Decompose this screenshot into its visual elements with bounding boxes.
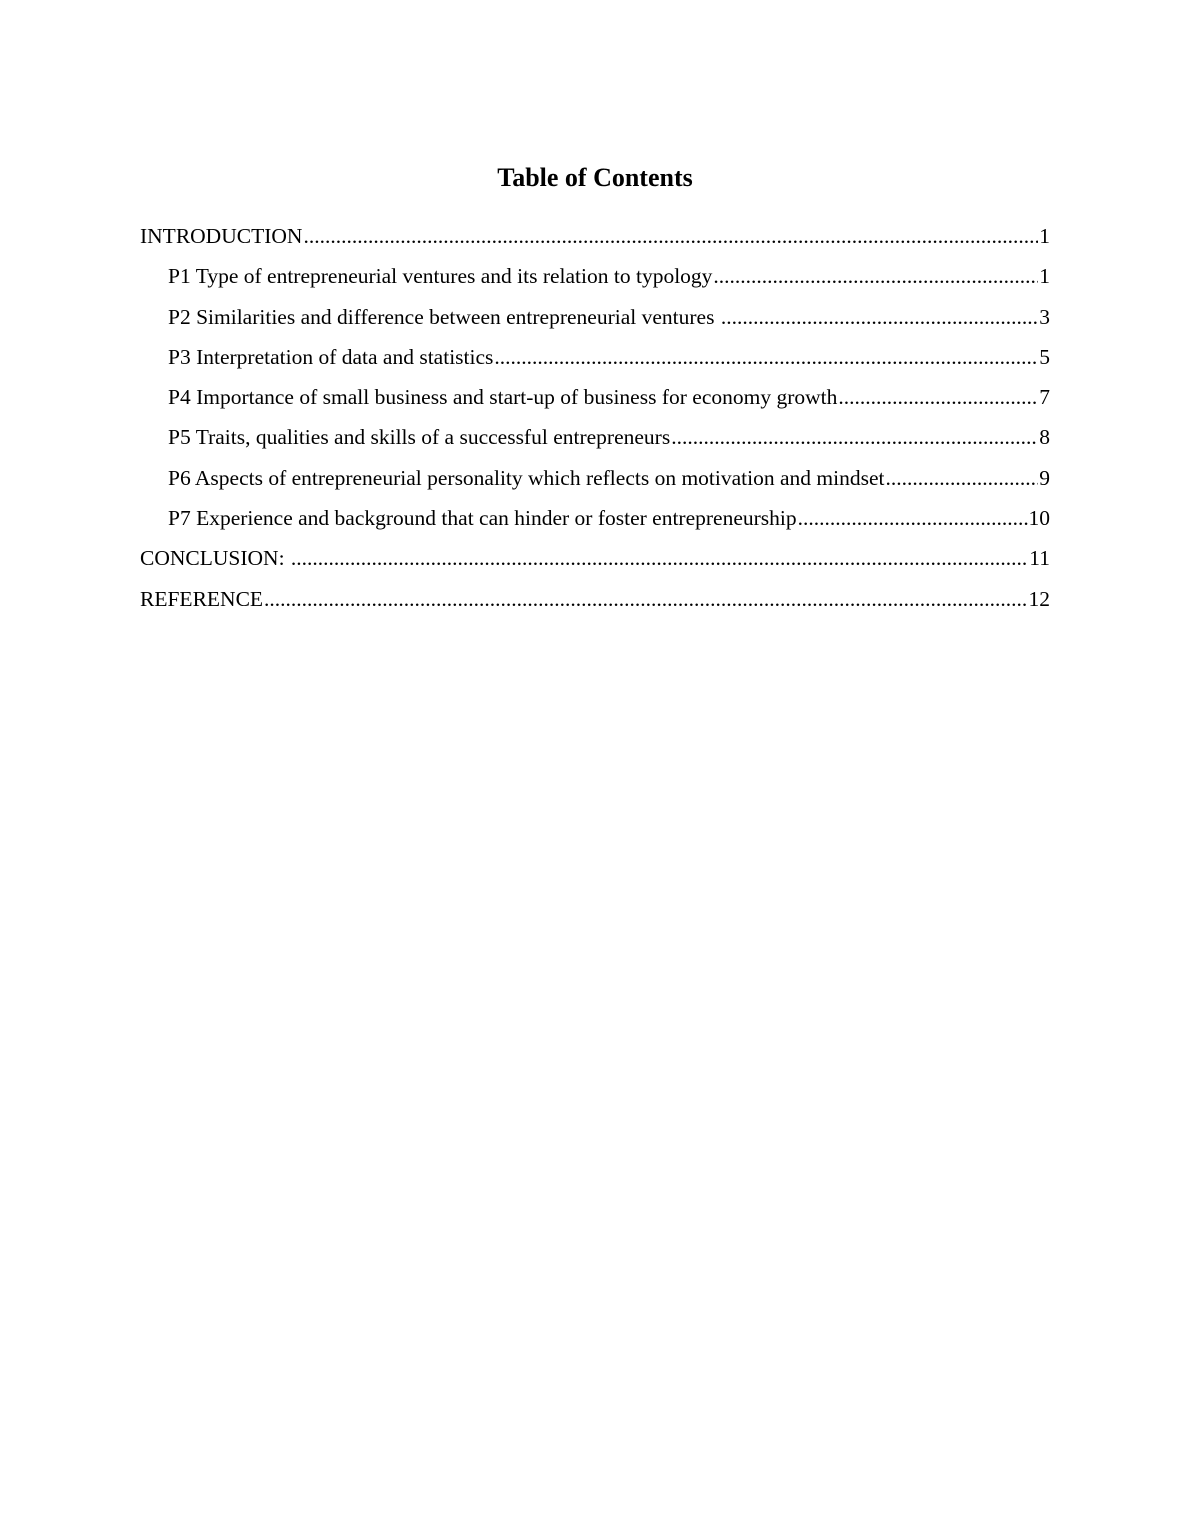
- toc-dot-leader: [291, 542, 1028, 574]
- toc-dot-leader: [885, 462, 1038, 494]
- toc-dot-leader: [721, 301, 1038, 333]
- toc-page-number: 5: [1039, 344, 1050, 369]
- toc-entry-text: P6 Aspects of entrepreneurial personality which reflects on motivation and mindset: [168, 465, 885, 490]
- toc-dot-leader: [264, 583, 1027, 615]
- toc-entry-p6[interactable]: [140, 462, 1050, 502]
- toc-dot-leader: [838, 381, 1038, 413]
- toc-dot-leader: [671, 421, 1038, 453]
- toc-dot-leader: [798, 502, 1028, 534]
- toc-entry-text: P2 Similarities and difference between entrepreneurial ventures: [168, 304, 720, 329]
- toc-page-number: 1: [1039, 264, 1050, 289]
- toc-entry-introduction[interactable]: [140, 220, 1050, 260]
- toc-entry-p5[interactable]: [140, 421, 1050, 461]
- toc-entry-p7[interactable]: [140, 502, 1050, 542]
- toc-page-number: 11: [1029, 546, 1050, 571]
- toc-entry-p4[interactable]: [140, 381, 1050, 421]
- toc-page-number: 8: [1039, 425, 1050, 450]
- toc-page-number: 10: [1028, 506, 1050, 531]
- toc-page-number: 1: [1039, 224, 1050, 248]
- toc-entry-conclusion[interactable]: [140, 542, 1050, 582]
- toc-dot-leader: [713, 260, 1038, 292]
- toc-entry-p1[interactable]: [140, 260, 1050, 300]
- toc-page-number: 7: [1039, 385, 1050, 410]
- toc-entry-reference[interactable]: [140, 583, 1050, 623]
- toc-page-number: 3: [1039, 304, 1050, 329]
- toc-entry-text: CONCLUSION:: [140, 546, 290, 571]
- toc-dot-leader: [303, 220, 1038, 252]
- toc-entry-text: REFERENCE: [140, 586, 264, 611]
- toc-entry-text: INTRODUCTION: [140, 224, 303, 248]
- toc-entry-p2[interactable]: [140, 301, 1050, 341]
- toc-page-number: 12: [1028, 586, 1050, 611]
- toc-entry-text: P3 Interpretation of data and statistics: [168, 344, 494, 369]
- toc-entry-p3[interactable]: [140, 341, 1050, 381]
- toc-entry-text: P1 Type of entrepreneurial ventures and its relation to typology: [168, 264, 713, 289]
- toc-entry-text: P5 Traits, qualities and skills of a successful entrepreneurs: [168, 425, 671, 450]
- toc-title: Table of Contents: [497, 163, 693, 192]
- toc-dot-leader: [494, 341, 1038, 373]
- toc-page-number: 9: [1039, 465, 1050, 490]
- toc-entry-text: P7 Experience and background that can hinder or foster entrepreneurship: [168, 506, 797, 531]
- toc-entry-text: P4 Importance of small business and start-up of business for economy growth: [168, 385, 838, 410]
- toc-list: [140, 220, 1050, 623]
